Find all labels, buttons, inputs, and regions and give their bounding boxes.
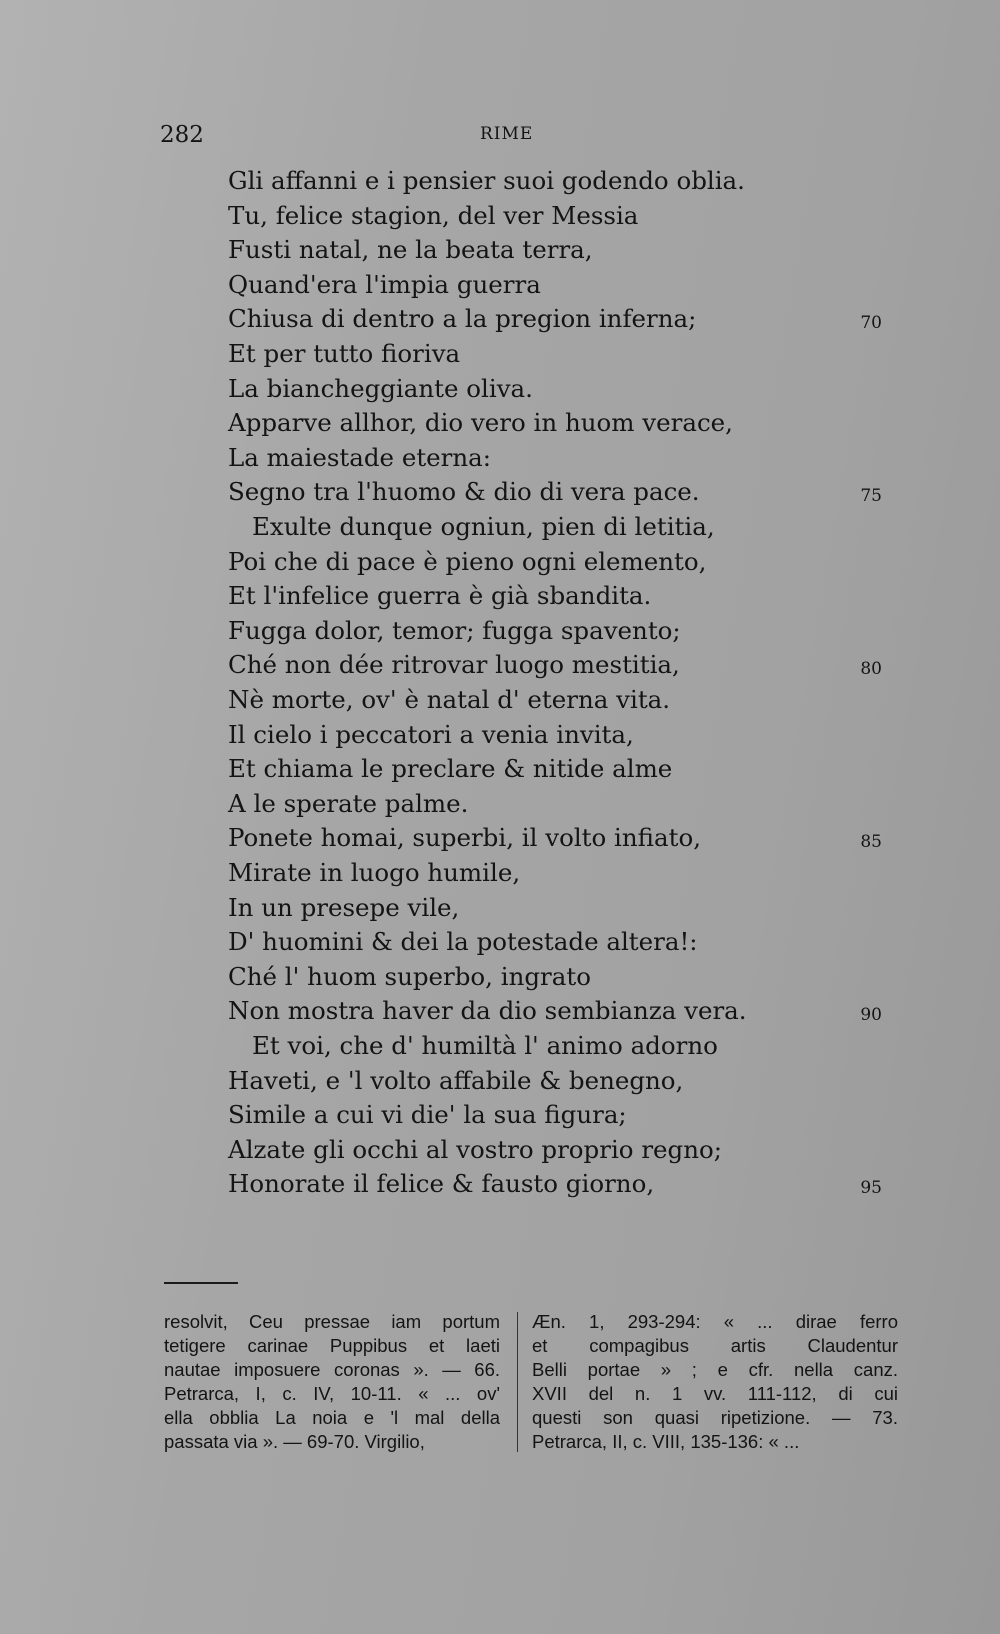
footnotes [164,1310,898,1450]
verse-line: Ché l' huom superbo, ingrato [228,961,591,991]
verse-line: Ponete homai, superbi, il volto infiato, [228,823,701,853]
line-number: 90 [860,1005,882,1026]
verse-line: Et chiama le preclare & nitide alme [228,754,673,784]
verse-line: In un presepe vile, [228,892,460,922]
footnote-line: Petrarca, II, c. VIII, 135-136: « ... [532,1431,800,1452]
verse-line: Alzate gli occhi al vostro proprio regno; [228,1134,722,1164]
verse-line: Il cielo i peccatori a venia invita, [228,719,634,749]
verse-line: Fusti natal, ne la beata terra, [228,235,593,265]
page-number: 282 [160,122,204,148]
verse-line: Et per tutto fioriva [228,339,461,368]
verse-line: Nè morte, ov' è natal d' eterna vita. [228,685,671,714]
verse-line: Poi che di pace è pieno ogni elemento, [228,546,707,576]
footnote-line: Æn. 1, 293-294: « ... dirae ferro [532,1311,898,1332]
line-number: 75 [860,486,882,507]
footnote-column-left [164,1310,500,1454]
verse-line: Quand'era l'impia guerra [228,269,541,299]
line-number: 80 [860,659,882,680]
footnote-line: et compagibus artis Claudentur [532,1335,898,1356]
verse-line: A le sperate palme. [228,788,469,818]
verse-line: Tu, felice stagion, del ver Messia [228,200,639,230]
verse-line: Ché non dée ritrovar luogo mestitia, [228,650,680,680]
verse-line: Mirate in luogo humile, [228,858,521,887]
verse-line: Honorate il felice & fausto giorno, [228,1169,655,1199]
footnote-line: ella obblia La noia e 'l mal della [164,1407,500,1428]
verse-line: La maiestade eterna: [228,442,492,472]
verse-line: Et l'infelice guerra è già sbandita. [228,581,652,611]
verse-line: Apparve allhor, dio vero in huom verace, [228,408,733,438]
verse-line: Exulte dunque ogniun, pien di letitia, [252,512,715,541]
footnote-line: passata via ». — 69-70. Virgilio, [164,1431,425,1452]
page-header [160,122,870,152]
footnote-column-right [532,1310,898,1454]
line-number: 70 [860,313,882,334]
verse-line: Non mostra haver da dio sembianza vera. [228,996,747,1026]
footnote-line: Petrarca, I, c. IV, 10-11. « ... ov' [164,1383,500,1404]
line-number: 95 [860,1178,882,1199]
footnote-line: nautae imposuere coronas ». — 66. [164,1359,500,1380]
line-number: 85 [860,832,882,853]
footnote-line: tetigere carinae Puppibus et laeti [164,1335,500,1356]
running-title: RIME [480,124,534,144]
footnote-line: Belli portae » ; e cfr. nella canz. [532,1359,898,1380]
verse-line: Chiusa di dentro a la pregion inferna; [228,304,697,334]
verse-line: La biancheggiante oliva. [228,373,533,403]
footnote-rule [164,1282,238,1284]
verse-line: Fugga dolor, temor; fugga spavento; [228,615,681,645]
verse-line: Simile a cui vi die' la sua figura; [228,1100,627,1130]
verse-line: D' huomini & dei la potestade altera!: [228,927,698,957]
verse-line: Et voi, che d' humiltà l' animo adorno [252,1031,718,1060]
footnote-line: XVII del n. 1 vv. 111-112, di cui [532,1383,898,1404]
verse-line: Haveti, e 'l volto affabile & benegno, [228,1065,684,1095]
verse-line: Gli affanni e i pensier suoi godendo oblia. [228,166,745,195]
verse-line: Segno tra l'huomo & dio di vera pace. [228,477,700,507]
footnote-line: resolvit, Ceu pressae iam portum [164,1311,500,1332]
footnote-line: questi son quasi ripetizione. — 73. [532,1407,898,1428]
